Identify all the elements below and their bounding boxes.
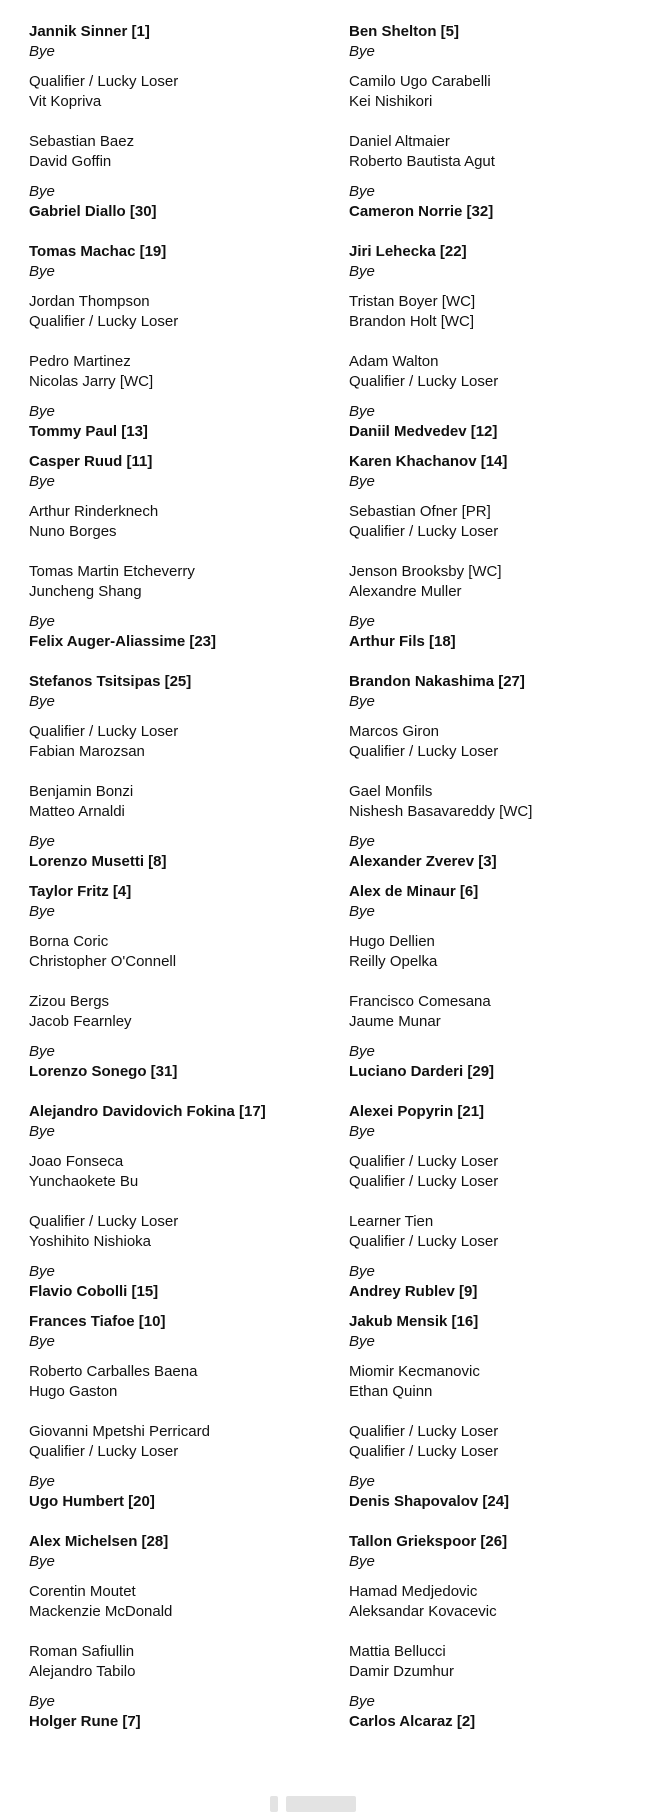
player-name: Pedro Martinez (29, 353, 131, 370)
player-name: Hugo Gaston (29, 1383, 118, 1400)
bye-label: Bye (349, 833, 375, 850)
spacer (29, 332, 349, 342)
player-name: Nishesh Basavareddy [WC] (349, 803, 533, 820)
spacer (29, 972, 349, 982)
left-section (29, 242, 349, 452)
spacer (349, 822, 629, 832)
player-name: Francisco Comesana (349, 993, 491, 1010)
right-section (349, 672, 629, 882)
player-name: Aleksandar Kovacevic (349, 1603, 497, 1620)
spacer (29, 1412, 349, 1422)
spacer (29, 62, 349, 72)
bye-label: Bye (349, 1693, 375, 1710)
spacer (29, 982, 349, 992)
left-section (29, 1102, 349, 1312)
bye-label: Bye (29, 473, 55, 490)
player-name: Alejandro Tabilo (29, 1663, 136, 1680)
player-name: Learner Tien (349, 1213, 434, 1230)
player-name: Sebastian Ofner [PR] (349, 503, 491, 520)
spacer (349, 122, 629, 132)
spacer (349, 1032, 629, 1042)
player-name: Qualifier / Lucky Loser (349, 373, 499, 390)
right-section (349, 242, 629, 452)
player-name: Borna Coric (29, 933, 109, 950)
spacer (349, 772, 629, 782)
spacer (29, 342, 349, 352)
spacer (29, 772, 349, 782)
spacer (349, 1142, 629, 1152)
seeded-player: Cameron Norrie [32] (349, 203, 494, 220)
seeded-player: Lorenzo Musetti [8] (29, 853, 167, 870)
player-name: Qualifier / Lucky Loser (29, 723, 179, 740)
player-name: Christopher O'Connell (29, 953, 177, 970)
spacer (349, 1192, 629, 1202)
spacer (349, 982, 629, 992)
seeded-player: Ugo Humbert [20] (29, 1493, 155, 1510)
right-section (349, 452, 629, 672)
spacer (29, 1252, 349, 1262)
spacer (29, 922, 349, 932)
player-name: Giovanni Mpetshi Perricard (29, 1423, 210, 1440)
seeded-player: Casper Ruud [11] (29, 453, 153, 470)
bye-label: Bye (349, 263, 375, 280)
player-name: Qualifier / Lucky Loser (349, 1233, 499, 1250)
seeded-player: Denis Shapovalov [24] (349, 1493, 510, 1510)
seeded-player: Taylor Fritz [4] (29, 883, 132, 900)
player-name: Qualifier / Lucky Loser (29, 1443, 179, 1460)
seeded-player: Holger Rune [7] (29, 1713, 141, 1730)
spacer (29, 1402, 349, 1412)
footer-mark (270, 1796, 278, 1812)
spacer (29, 1682, 349, 1692)
player-name: Sebastian Baez (29, 133, 135, 150)
seeded-player: Felix Auger-Aliassime [23] (29, 633, 217, 650)
spacer (349, 1352, 629, 1362)
seeded-player: Jiri Lehecka [22] (349, 243, 467, 260)
seeded-player: Jakub Mensik [16] (349, 1313, 479, 1330)
spacer (349, 1202, 629, 1212)
spacer (349, 1682, 629, 1692)
player-name: Damir Dzumhur (349, 1663, 455, 1680)
bye-label: Bye (29, 263, 55, 280)
spacer (29, 492, 349, 502)
player-name: Mattia Bellucci (349, 1643, 446, 1660)
spacer (29, 1192, 349, 1202)
bye-label: Bye (349, 903, 375, 920)
right-section (349, 1312, 629, 1532)
player-name: Gael Monfils (349, 783, 433, 800)
player-name: David Goffin (29, 153, 112, 170)
spacer (349, 1622, 629, 1632)
player-name: Qualifier / Lucky Loser (349, 1153, 499, 1170)
player-name: Adam Walton (349, 353, 439, 370)
player-name: Juncheng Shang (29, 583, 142, 600)
player-name: Hamad Medjedovic (349, 1583, 478, 1600)
seeded-player: Ben Shelton [5] (349, 23, 460, 40)
bye-label: Bye (29, 1123, 55, 1140)
player-name: Roberto Bautista Agut (349, 153, 495, 170)
spacer (349, 762, 629, 772)
seeded-player: Alejandro Davidovich Fokina [17] (29, 1103, 266, 1120)
spacer (29, 542, 349, 552)
right-section (349, 882, 629, 1102)
left-section (29, 22, 349, 242)
bye-label: Bye (349, 1553, 375, 1570)
seeded-player: Andrey Rublev [9] (349, 1283, 478, 1300)
bye-label: Bye (29, 1333, 55, 1350)
bye-label: Bye (349, 1333, 375, 1350)
seeded-player: Daniil Medvedev [12] (349, 423, 498, 440)
seeded-player: Tommy Paul [13] (29, 423, 148, 440)
spacer (349, 922, 629, 932)
player-name: Qualifier / Lucky Loser (349, 1423, 499, 1440)
spacer (29, 1622, 349, 1632)
player-name: Kei Nishikori (349, 93, 433, 110)
player-name: Tristan Boyer [WC] (349, 293, 476, 310)
draw-grid (29, 22, 629, 1742)
seeded-player: Alexei Popyrin [21] (349, 1103, 485, 1120)
spacer (29, 392, 349, 402)
player-name: Reilly Opelka (349, 953, 438, 970)
seeded-player: Luciano Darderi [29] (349, 1063, 495, 1080)
player-name: Jenson Brooksby [WC] (349, 563, 502, 580)
player-name: Jordan Thompson (29, 293, 150, 310)
seeded-player: Karen Khachanov [14] (349, 453, 508, 470)
spacer (349, 972, 629, 982)
spacer (29, 602, 349, 612)
seeded-player: Arthur Fils [18] (349, 633, 456, 650)
player-name: Brandon Holt [WC] (349, 313, 475, 330)
bye-label: Bye (349, 1043, 375, 1060)
bye-label: Bye (29, 1043, 55, 1060)
player-name: Yunchaokete Bu (29, 1173, 139, 1190)
spacer (29, 712, 349, 722)
player-name: Nicolas Jarry [WC] (29, 373, 154, 390)
seeded-player: Carlos Alcaraz [2] (349, 1713, 476, 1730)
right-section (349, 1102, 629, 1312)
spacer (349, 492, 629, 502)
bye-label: Bye (29, 1553, 55, 1570)
bye-label: Bye (29, 1473, 55, 1490)
bye-label: Bye (29, 43, 55, 60)
footer-placeholder (270, 1796, 356, 1812)
spacer (349, 112, 629, 122)
spacer (349, 1462, 629, 1472)
bye-label: Bye (349, 43, 375, 60)
spacer (349, 542, 629, 552)
seeded-player: Alex Michelsen [28] (29, 1533, 169, 1550)
player-name: Daniel Altmaier (349, 133, 450, 150)
bye-label: Bye (29, 833, 55, 850)
spacer (29, 552, 349, 562)
player-name: Qualifier / Lucky Loser (29, 73, 179, 90)
player-name: Tomas Martin Etcheverry (29, 563, 195, 580)
bye-label: Bye (349, 1263, 375, 1280)
footer-mark (286, 1796, 356, 1812)
player-name: Matteo Arnaldi (29, 803, 125, 820)
spacer (29, 1572, 349, 1582)
bye-label: Bye (29, 903, 55, 920)
player-name: Miomir Kecmanovic (349, 1363, 480, 1380)
seeded-player: Lorenzo Sonego [31] (29, 1063, 178, 1080)
player-name: Benjamin Bonzi (29, 783, 134, 800)
spacer (349, 712, 629, 722)
spacer (29, 172, 349, 182)
player-name: Nuno Borges (29, 523, 117, 540)
player-name: Qualifier / Lucky Loser (29, 313, 179, 330)
player-name: Corentin Moutet (29, 1583, 136, 1600)
bye-label: Bye (349, 1473, 375, 1490)
spacer (29, 1632, 349, 1642)
seeded-player: Alexander Zverev [3] (349, 853, 497, 870)
left-section (29, 882, 349, 1102)
player-name: Yoshihito Nishioka (29, 1233, 152, 1250)
bye-label: Bye (349, 183, 375, 200)
player-name: Ethan Quinn (349, 1383, 433, 1400)
left-section (29, 1532, 349, 1742)
seeded-player: Stefanos Tsitsipas [25] (29, 673, 192, 690)
bye-label: Bye (29, 1693, 55, 1710)
player-name: Qualifier / Lucky Loser (349, 1173, 499, 1190)
spacer (29, 1352, 349, 1362)
spacer (349, 62, 629, 72)
spacer (29, 112, 349, 122)
player-name: Camilo Ugo Carabelli (349, 73, 491, 90)
player-name: Marcos Giron (349, 723, 440, 740)
spacer (349, 1572, 629, 1582)
spacer (349, 282, 629, 292)
bye-label: Bye (29, 613, 55, 630)
spacer (29, 762, 349, 772)
left-section (29, 672, 349, 882)
player-name: Mackenzie McDonald (29, 1603, 173, 1620)
spacer (349, 1632, 629, 1642)
player-name: Zizou Bergs (29, 993, 110, 1010)
spacer (349, 1412, 629, 1422)
seeded-player: Flavio Cobolli [15] (29, 1283, 159, 1300)
seeded-player: Jannik Sinner [1] (29, 23, 150, 40)
seeded-player: Alex de Minaur [6] (349, 883, 479, 900)
bye-label: Bye (29, 403, 55, 420)
player-name: Qualifier / Lucky Loser (349, 1443, 499, 1460)
spacer (349, 1252, 629, 1262)
player-name: Jaume Munar (349, 1013, 441, 1030)
left-section (29, 1312, 349, 1532)
bye-label: Bye (29, 1263, 55, 1280)
player-name: Vit Kopriva (29, 93, 102, 110)
spacer (29, 822, 349, 832)
bye-label: Bye (349, 613, 375, 630)
player-name: Fabian Marozsan (29, 743, 145, 760)
player-name: Joao Fonseca (29, 1153, 124, 1170)
bye-label: Bye (349, 473, 375, 490)
player-name: Alexandre Muller (349, 583, 462, 600)
seeded-player: Brandon Nakashima [27] (349, 673, 525, 690)
spacer (29, 1142, 349, 1152)
spacer (349, 332, 629, 342)
spacer (29, 1032, 349, 1042)
spacer (29, 282, 349, 292)
bye-label: Bye (349, 1123, 375, 1140)
spacer (349, 602, 629, 612)
bye-label: Bye (29, 693, 55, 710)
spacer (349, 172, 629, 182)
right-section (349, 1532, 629, 1742)
spacer (29, 1462, 349, 1472)
spacer (349, 392, 629, 402)
left-section (29, 452, 349, 672)
player-name: Arthur Rinderknech (29, 503, 159, 520)
spacer (349, 342, 629, 352)
player-name: Qualifier / Lucky Loser (349, 523, 499, 540)
spacer (349, 1402, 629, 1412)
right-section (349, 22, 629, 242)
player-name: Hugo Dellien (349, 933, 435, 950)
seeded-player: Tallon Griekspoor [26] (349, 1533, 508, 1550)
bye-label: Bye (349, 403, 375, 420)
spacer (29, 122, 349, 132)
player-name: Roman Safiullin (29, 1643, 135, 1660)
seeded-player: Frances Tiafoe [10] (29, 1313, 166, 1330)
player-name: Qualifier / Lucky Loser (29, 1213, 179, 1230)
seeded-player: Gabriel Diallo [30] (29, 203, 157, 220)
spacer (29, 1202, 349, 1212)
player-name: Qualifier / Lucky Loser (349, 743, 499, 760)
player-name: Roberto Carballes Baena (29, 1363, 198, 1380)
bye-label: Bye (349, 693, 375, 710)
bye-label: Bye (29, 183, 55, 200)
seeded-player: Tomas Machac [19] (29, 243, 167, 260)
player-name: Jacob Fearnley (29, 1013, 132, 1030)
spacer (349, 552, 629, 562)
